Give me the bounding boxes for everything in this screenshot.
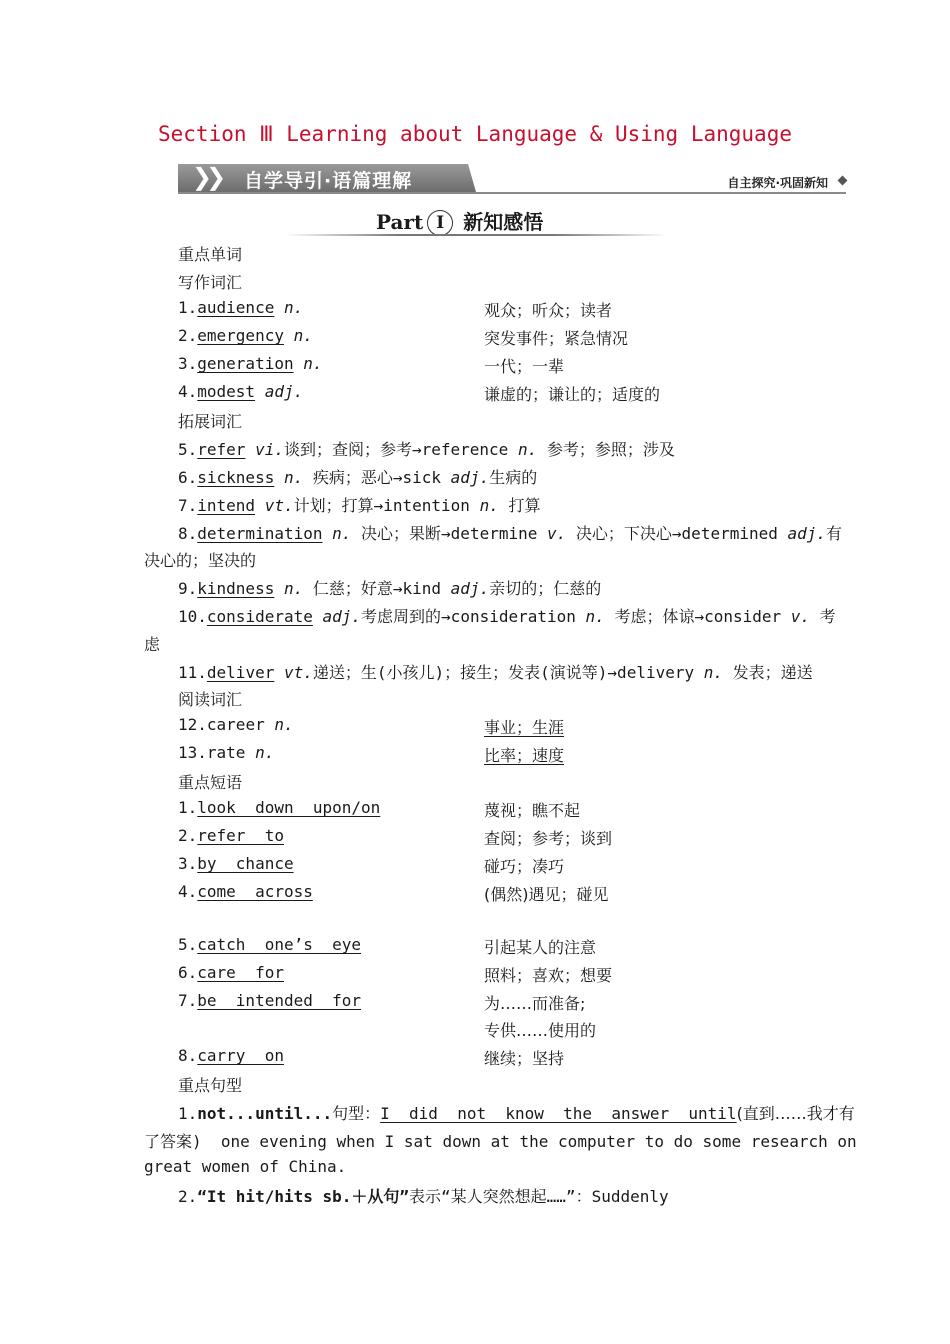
list-item: 5.refer vi.谈到；查阅；参考→reference n. 参考；参照；涉及 (178, 440, 675, 459)
list-item: 3.by chance (178, 854, 294, 873)
section-banner (178, 164, 846, 194)
list-item: 3.generation n. (178, 354, 323, 373)
word-meaning: 观众；听众；读者 (484, 301, 613, 320)
list-item: 4.come across (178, 882, 313, 901)
list-item: 1.audience n. (178, 298, 304, 317)
heading-writing-vocab: 写作词汇 (178, 273, 243, 292)
diamond-icon (838, 176, 848, 186)
phrase-meaning: 照料；喜欢；想要 (484, 966, 613, 985)
list-item: 8.carry on (178, 1046, 284, 1065)
part-name: 新知感悟 (463, 210, 544, 234)
heading-key-words: 重点单词 (178, 245, 243, 264)
part-numeral: I (427, 210, 453, 236)
phrase-meaning: 引起某人的注意 (484, 938, 597, 957)
list-item: 7.intend vt.计划；打算→intention n. 打算 (178, 496, 541, 515)
part-rule (284, 234, 668, 236)
heading-key-phrases: 重点短语 (178, 773, 243, 792)
phrase-meaning-continuation: 专供……使用的 (484, 1021, 597, 1040)
word-meaning: 比率；速度 (484, 746, 565, 765)
list-item: 12.career n. (178, 715, 294, 734)
list-item: 9.kindness n. 仁慈；好意→kind adj.亲切的；仁慈的 (178, 579, 602, 598)
section-title: Section Ⅲ Learning about Language & Using Language (158, 122, 792, 146)
banner-left-label: 自学导引·语篇理解 (244, 170, 413, 192)
banner-right-label: 自主探究·巩固新知 (727, 176, 828, 190)
part-label: Part (376, 210, 424, 234)
part-heading (376, 206, 543, 236)
word-meaning: 突发事件；紧急情况 (484, 329, 629, 348)
word-meaning: 谦虚的；谦让的；适度的 (484, 385, 661, 404)
list-item: 8.determination n. 决心；果断→determine v. 决心；下决心→determined adj.有 (178, 524, 843, 543)
list-item: 7.be intended for (178, 991, 362, 1010)
heading-extended-vocab: 拓展词汇 (178, 412, 243, 431)
word-meaning: 一代；一辈 (484, 357, 565, 376)
double-chevron-icon: ❯❯ (192, 163, 221, 191)
heading-reading-vocab: 阅读词汇 (178, 690, 243, 709)
list-item: 2.emergency n. (178, 326, 313, 345)
word-meaning: 事业；生涯 (484, 718, 565, 737)
phrase-meaning: 为……而准备; (484, 994, 586, 1013)
list-item: 11.deliver vt.递送；生(小孩儿)；接生；发表(演说等)→delivery n. 发表；递送 (178, 663, 813, 682)
phrase-meaning: 查阅；参考；谈到 (484, 829, 613, 848)
list-item: 6.care for (178, 963, 284, 982)
phrase-meaning: 蔑视；瞧不起 (484, 801, 581, 820)
sentence-pattern: 2.“It hit/hits sb.＋从句”表示“某人突然想起……”：Suddenly (178, 1187, 669, 1206)
list-item: 6.sickness n. 疾病；恶心→sick adj.生病的 (178, 468, 538, 487)
phrase-meaning: (偶然)遇见；碰见 (484, 885, 609, 904)
sentence-pattern: 1.not...until...句型：I did not know the answer until(直到……我才有 (178, 1104, 855, 1123)
sentence-continuation: 了答案) one evening when I sat down at the computer to do some research on (144, 1132, 857, 1151)
phrase-meaning: 继续；坚持 (484, 1049, 565, 1068)
list-item: 4.modest adj. (178, 382, 304, 401)
phrase-meaning: 碰巧；凑巧 (484, 857, 565, 876)
list-item-continuation: 虑 (144, 635, 161, 654)
list-item: 5.catch one’s eye (178, 935, 362, 954)
list-item: 2.refer to (178, 826, 284, 845)
heading-key-sentences: 重点句型 (178, 1076, 243, 1095)
list-item-continuation: 决心的；坚决的 (144, 551, 257, 570)
banner-rule (178, 192, 846, 194)
sentence-continuation: great women of China. (144, 1157, 347, 1176)
list-item: 1.look down upon/on (178, 798, 381, 817)
list-item: 10.considerate adj.考虑周到的→consideration n. 考虑；体谅→consider v. 考 (178, 607, 836, 626)
list-item: 13.rate n. (178, 743, 275, 762)
